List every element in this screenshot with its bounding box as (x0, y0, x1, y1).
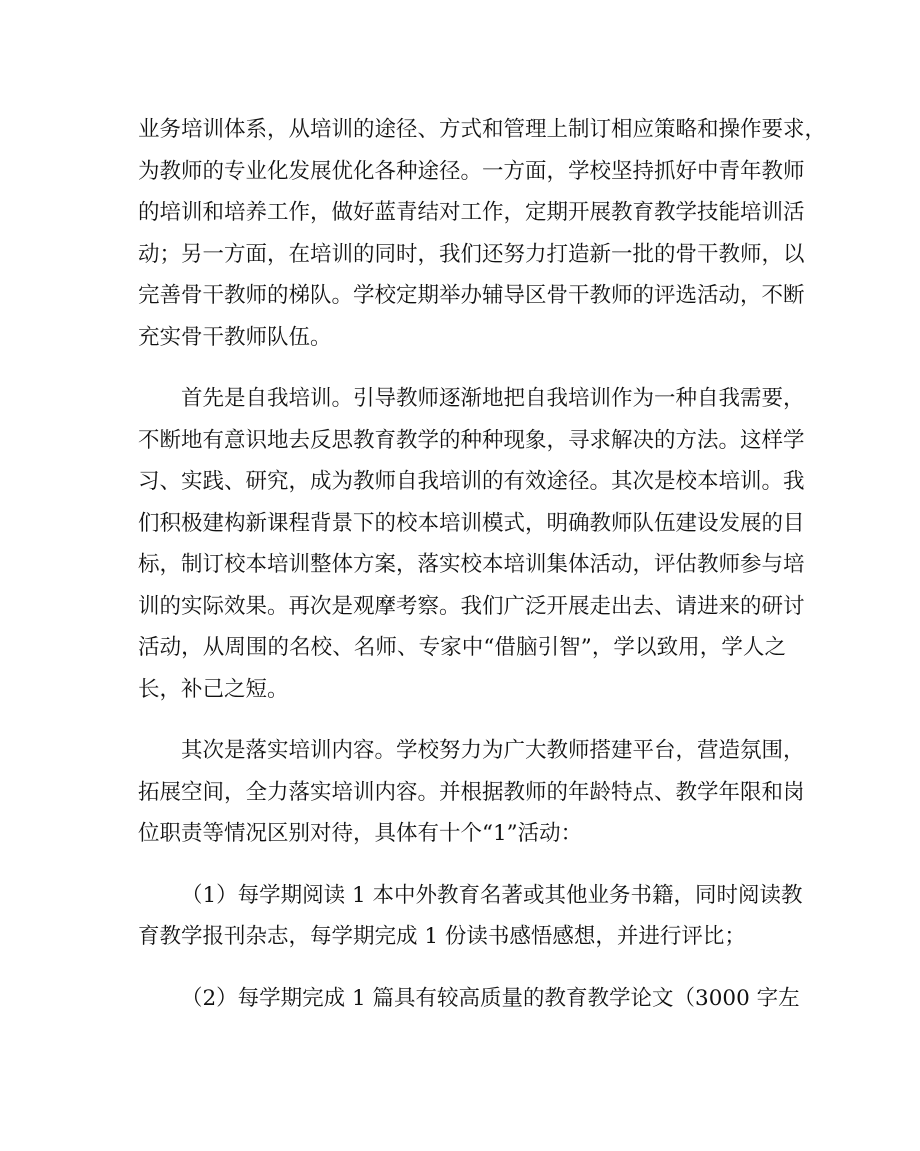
text-line: 不断地有意识地去反思教育教学的种种现象，寻求解决的方法。这样学 (138, 427, 805, 453)
text-line: 动；另一方面，在培训的同时，我们还努力打造新一批的骨干教师，以 (138, 241, 805, 267)
text-line: 长，补己之短。 (138, 676, 289, 702)
text-line: （2）每学期完成 1 篇具有较高质量的教育教学论文（3000 字左 (181, 985, 800, 1011)
paragraph-5 (138, 978, 800, 1020)
paragraph-gap (138, 358, 786, 378)
text-line: 标，制订校本培训整体方案，落实校本培训集体活动，评估教师参与培 (138, 552, 805, 577)
text-line: 首先是自我培训。引导教师逐渐地把自我培训作为一种自我需要， (181, 386, 805, 411)
paragraph-4 (138, 875, 803, 958)
text-line: 习、实践、研究，成为教师自我培训的有效途径。其次是校本培训。我 (138, 469, 805, 494)
text-line: 为教师的专业化发展优化各种途径。一方面，学校坚持抓好中青年教师 (138, 158, 805, 184)
text-line: 育教学报刊杂志，每学期完成 1 份读书感悟感想，并进行评比； (138, 924, 746, 949)
text-line: 位职责等情况区别对待，具体有十个“1”活动： (138, 821, 583, 846)
paragraph-gap (138, 958, 786, 978)
text-line: 充实骨干教师队伍。 (138, 324, 332, 350)
text-line: 完善骨干教师的梯队。学校定期举办辅导区骨干教师的评选活动，不断 (138, 283, 805, 308)
text-line: 们积极建构新课程背景下的校本培训模式，明确教师队伍建设发展的目 (138, 510, 805, 536)
paragraph-gap (138, 710, 786, 730)
paragraph-gap (138, 855, 786, 875)
text-line: 业务培训体系，从培训的途径、方式和管理上制订相应策略和操作要求， (138, 117, 827, 142)
paragraph-2 (138, 378, 805, 710)
text-line: 训的实际效果。再次是观摩考察。我们广泛开展走出去、请进来的研讨 (138, 593, 805, 619)
text-line: 拓展空间，全力落实培训内容。并根据教师的年龄特点、教学年限和岗 (138, 779, 805, 805)
text-line: 其次是落实培训内容。学校努力为广大教师搭建平台，营造氛围， (181, 738, 805, 763)
paragraph-3 (138, 730, 805, 855)
paragraph-1 (138, 109, 827, 358)
text-line: 的培训和培养工作，做好蓝青结对工作，定期开展教育教学技能培训活 (138, 200, 805, 225)
text-line: （1）每学期阅读 1 本中外教育名著或其他业务书籍，同时阅读教 (181, 882, 803, 908)
text-line: 活动，从周围的名校、名师、专家中“借脑引智”，学以致用，学人之 (138, 635, 786, 660)
document-page (138, 109, 827, 1019)
